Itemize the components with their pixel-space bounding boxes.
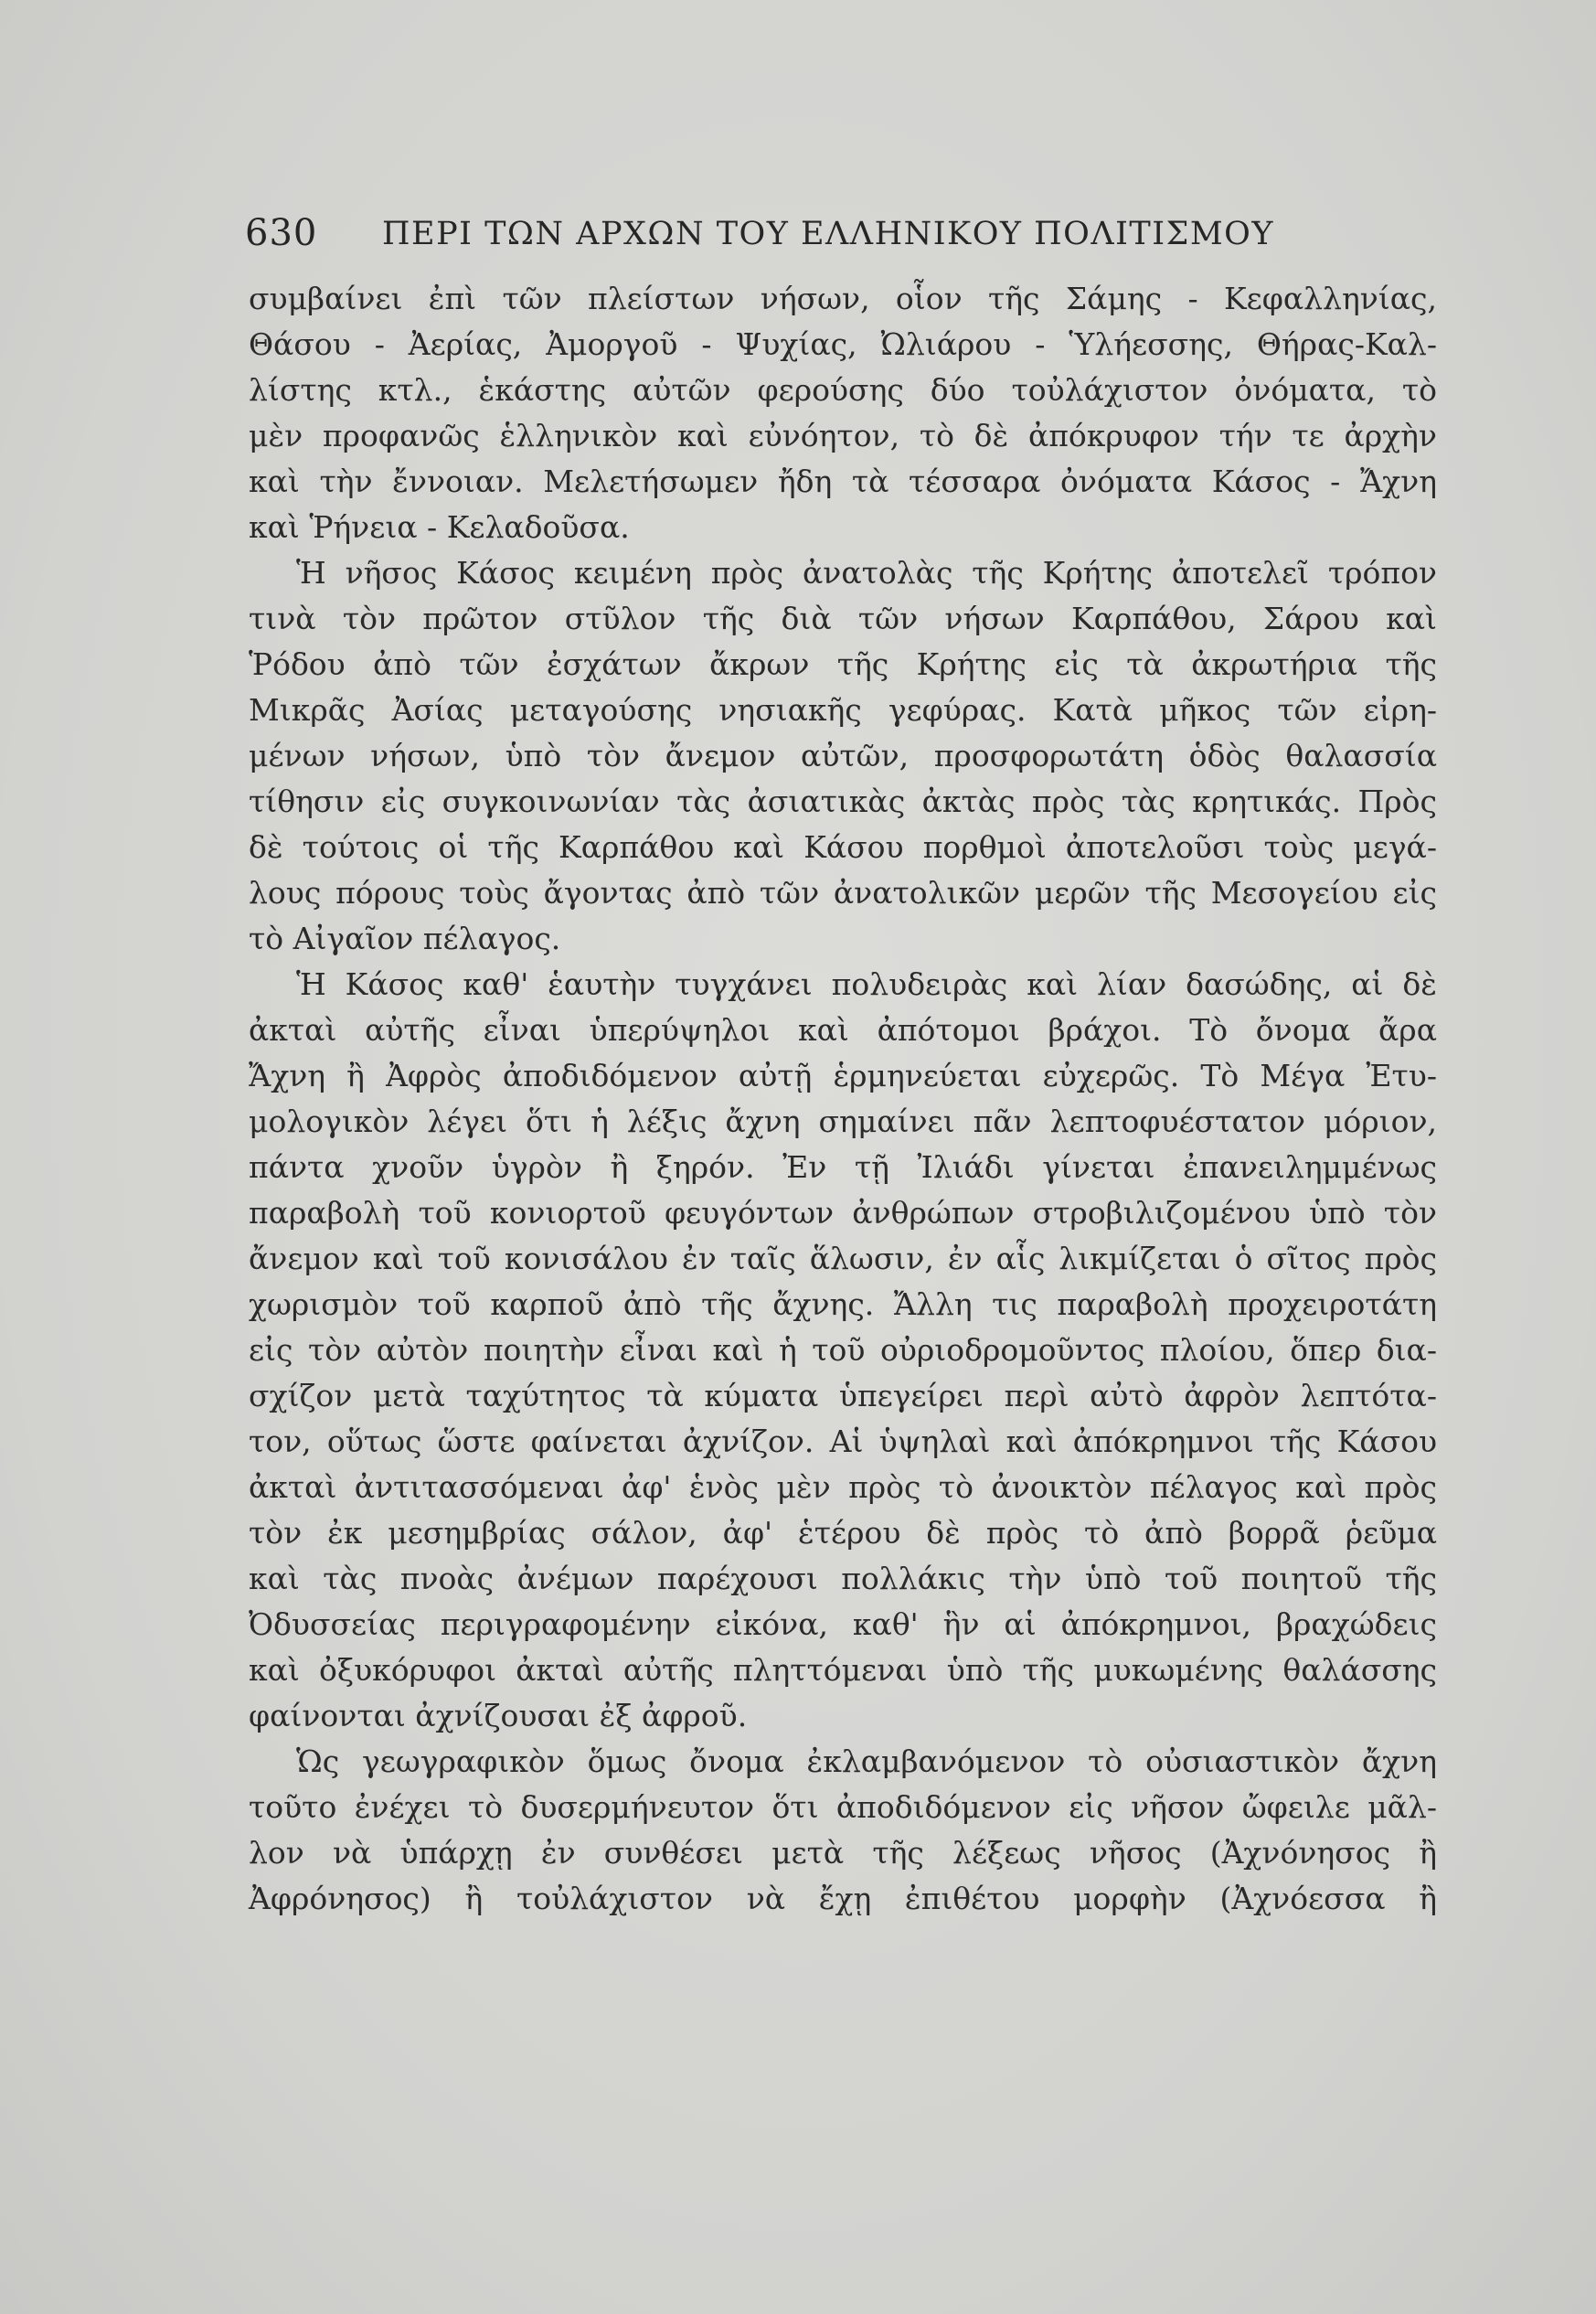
text-line: τίθησιν εἰς συγκοινωνίαν τὰς ἀσιατικὰς ἀκτὰς πρὸς τὰς κρητικάς. Πρὸς [249, 784, 1437, 819]
text-line: μένων νήσων, ὑπὸ τὸν ἄνεμον αὐτῶν, προσφορωτάτη ὁδὸς θαλασσία [249, 738, 1437, 773]
text-line: εἰς τὸν αὐτὸν ποιητὴν εἶναι καὶ ἡ τοῦ οὐριοδρομοῦντος πλοίου, ὅπερ δια- [249, 1332, 1437, 1368]
text-line: μὲν προφανῶς ἑλληνικὸν καὶ εὐνόητον, τὸ δὲ ἀπόκρυφον τήν τε ἀρχὴν [249, 418, 1437, 453]
text-line: πάντα χνοῦν ὑγρὸν ἢ ξηρόν. Ἐν τῇ Ἰλιάδι γίνεται ἐπανειλημμένως [249, 1149, 1437, 1185]
text-line: τὸν ἐκ μεσημβρίας σάλον, ἀφ' ἑτέρου δὲ πρὸς τὸ ἀπὸ βορρᾶ ῥεῦμα [249, 1515, 1437, 1551]
text-line: τὸ Αἰγαῖον πέλαγος. [249, 921, 561, 956]
text-line: χωρισμὸν τοῦ καρποῦ ἀπὸ τῆς ἄχνης. Ἄλλη τις παραβολὴ προχειροτάτη [249, 1286, 1437, 1322]
text-line: λον νὰ ὑπάρχῃ ἐν συνθέσει μετὰ τῆς λέξεως νῆσος (Ἀχνόνησος ἢ [249, 1835, 1437, 1871]
text-line: καὶ τὴν ἔννοιαν. Μελετήσωμεν ἤδη τὰ τέσσαρα ὀνόματα Κάσος - Ἄχνη [249, 464, 1437, 499]
text-line: μολογικὸν λέγει ὅτι ἡ λέξις ἄχνη σημαίνει πᾶν λεπτοφυέστατον μόριον, [249, 1104, 1437, 1139]
body-text [249, 276, 1437, 1922]
text-line: Ῥόδου ἀπὸ τῶν ἐσχάτων ἄκρων τῆς Κρήτης εἰς τὰ ἀκρωτήρια τῆς [249, 646, 1437, 682]
text-line: φαίνονται ἀχνίζουσαι ἐξ ἀφροῦ. [249, 1698, 748, 1733]
text-line: τον, οὕτως ὥστε φαίνεται ἀχνίζον. Αἱ ὑψηλαὶ καὶ ἀπόκρημνοι τῆς Κάσου [249, 1424, 1437, 1459]
text-line: τοῦτο ἐνέχει τὸ δυσερμήνευτον ὅτι ἀποδιδόμενον εἰς νῆσον ὤφειλε μᾶλ- [249, 1789, 1437, 1825]
text-line: Θάσου - Ἀερίας, Ἀμοργοῦ - Ψυχίας, Ὠλιάρου - Ὑλήεσσης, Θήρας-Καλ- [249, 326, 1437, 362]
text-line: λίστης κτλ., ἑκάστης αὐτῶν φερούσης δύο τοὐλάχιστον ὀνόματα, τὸ [249, 372, 1437, 408]
paragraph-start-line: Ὡς γεωγραφικὸν ὅμως ὄνομα ἐκλαμβανόμενον τὸ οὐσιαστικὸν ἄχνη [296, 1743, 1437, 1779]
text-line: σχίζον μετὰ ταχύτητος τὰ κύματα ὑπεγείρει περὶ αὐτὸ ἀφρὸν λεπτότα- [249, 1378, 1437, 1413]
text-line: ἀκταὶ αὐτῆς εἶναι ὑπερύψηλοι καὶ ἀπότομοι βράχοι. Τὸ ὄνομα ἄρα [249, 1012, 1437, 1048]
paragraph-start-line: Ἡ νῆσος Κάσος κειμένη πρὸς ἀνατολὰς τῆς Κρήτης ἀποτελεῖ τρόπον [296, 555, 1437, 591]
text-line: ἀκταὶ ἀντιτασσόμεναι ἀφ' ἑνὸς μὲν πρὸς τὸ ἀνοικτὸν πέλαγος καὶ πρὸς [249, 1469, 1437, 1505]
text-line: Ἄχνη ἢ Ἀφρὸς ἀποδιδόμενον αὐτῇ ἑρμηνεύεται εὐχερῶς. Τὸ Μέγα Ἐτυ- [249, 1058, 1437, 1093]
paragraph-start-line: Ἡ Κάσος καθ' ἑαυτὴν τυγχάνει πολυδειρὰς καὶ λίαν δασώδης, αἱ δὲ [296, 966, 1437, 1002]
page-header [245, 212, 1433, 267]
running-head: ΠΕΡΙ ΤΩΝ ΑΡΧΩΝ ΤΟΥ ΕΛΛΗΝΙΚΟΥ ΠΟΛΙΤΙΣΜΟΥ [382, 216, 1274, 252]
text-line: καὶ τὰς πνοὰς ἀνέμων παρέχουσι πολλάκις τὴν ὑπὸ τοῦ ποιητοῦ τῆς [249, 1561, 1437, 1596]
text-line: τινὰ τὸν πρῶτον στῦλον τῆς διὰ τῶν νήσων Καρπάθου, Σάρου καὶ [249, 601, 1437, 636]
text-line: Ἀφρόνησος) ἢ τοὐλάχιστον νὰ ἔχῃ ἐπιθέτου μορφὴν (Ἀχνόεσσα ἢ [249, 1881, 1437, 1916]
text-line: καὶ Ῥήνεια - Κελαδοῦσα. [249, 509, 630, 545]
text-line: Ὀδυσσείας περιγραφομένην εἰκόνα, καθ' ἣν αἱ ἀπόκρημνοι, βραχώδεις [249, 1606, 1437, 1642]
text-line: καὶ ὀξυκόρυφοι ἀκταὶ αὐτῆς πληττόμεναι ὑπὸ τῆς μυκωμένης θαλάσσης [249, 1652, 1437, 1688]
text-line: συμβαίνει ἐπὶ τῶν πλείστων νήσων, οἷον τῆς Σάμης - Κεφαλληνίας, [249, 281, 1437, 316]
text-line: Μικρᾶς Ἀσίας μεταγούσης νησιακῆς γεφύρας. Κατὰ μῆκος τῶν εἰρη- [249, 692, 1437, 728]
page-number: 630 [245, 212, 318, 254]
text-line: ἄνεμον καὶ τοῦ κονισάλου ἐν ταῖς ἅλωσιν, ἐν αἷς λικμίζεται ὁ σῖτος πρὸς [249, 1241, 1437, 1276]
text-line: δὲ τούτοις οἱ τῆς Καρπάθου καὶ Κάσου πορθμοὶ ἀποτελοῦσι τοὺς μεγά- [249, 829, 1437, 865]
text-line: παραβολὴ τοῦ κονιορτοῦ φευγόντων ἀνθρώπων στροβιλιζομένου ὑπὸ τὸν [249, 1195, 1437, 1231]
text-line: λους πόρους τοὺς ἄγοντας ἀπὸ τῶν ἀνατολικῶν μερῶν τῆς Μεσογείου εἰς [249, 875, 1437, 911]
